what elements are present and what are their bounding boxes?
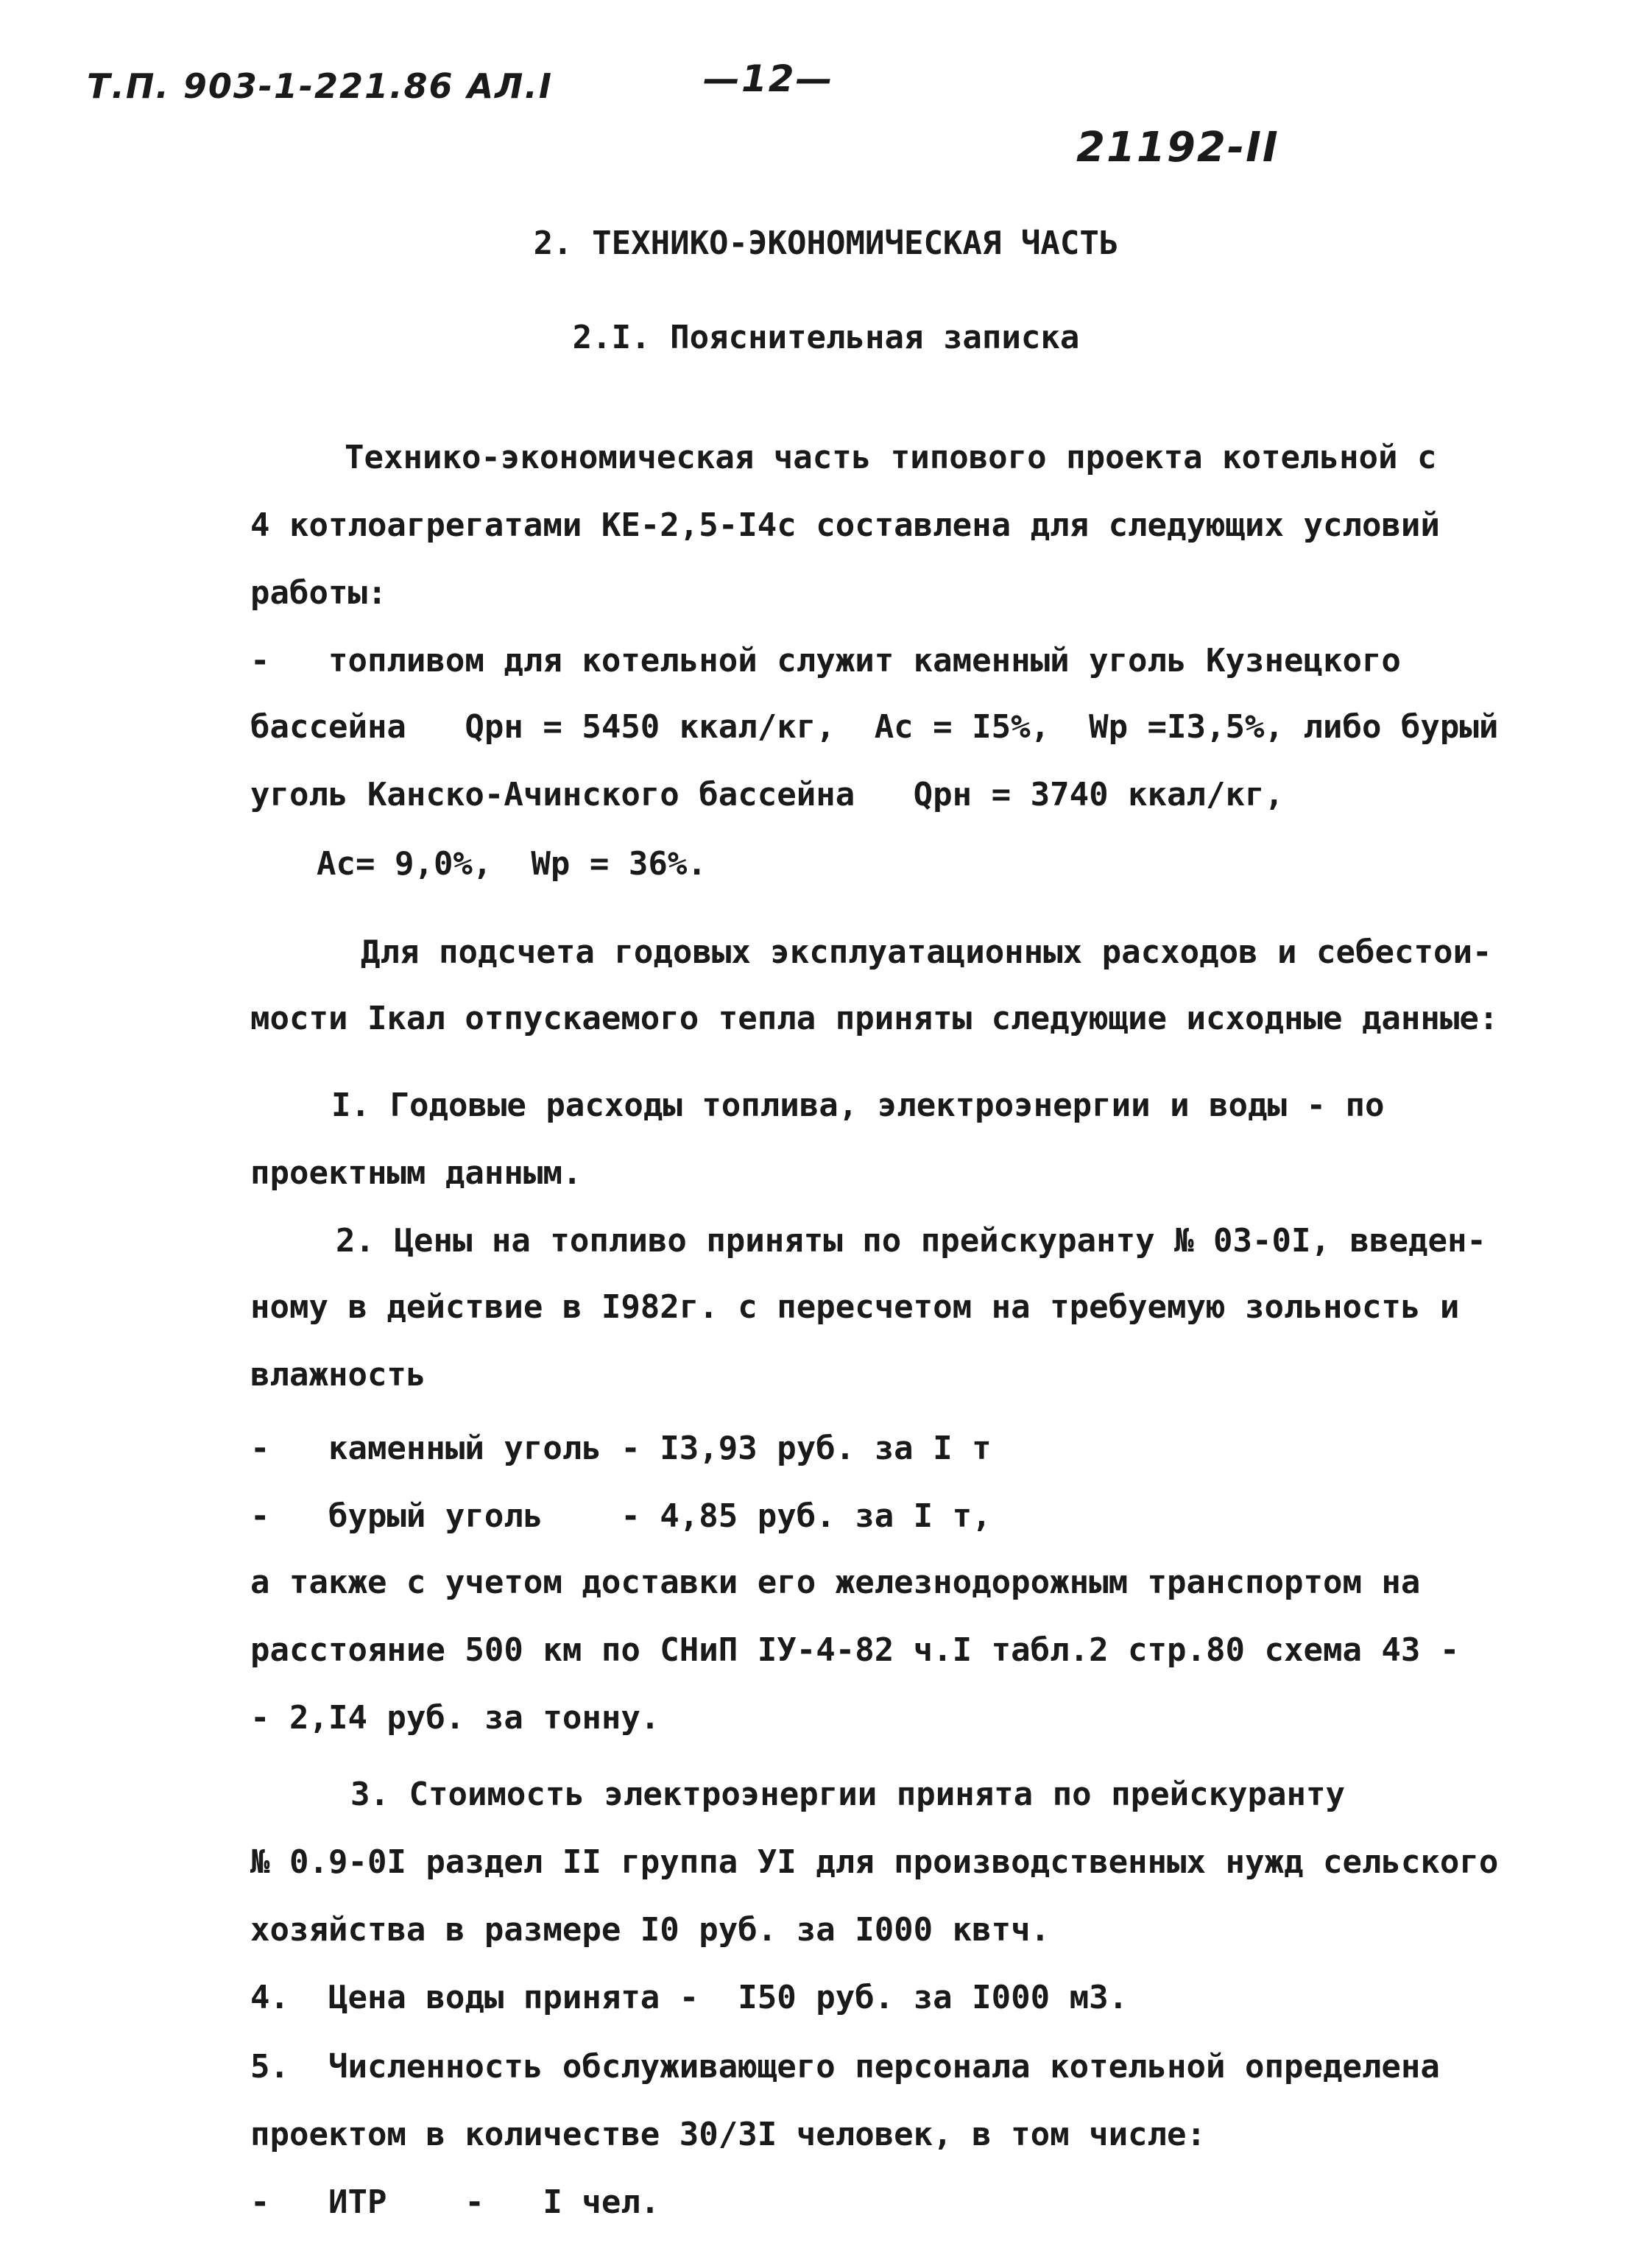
body-line: мости Iкал отпускаемого тепла приняты следующие исходные данные: — [250, 1000, 1499, 1037]
body-line: Для подсчета годовых эксплуатационных расходов и себестои- — [361, 933, 1492, 971]
body-line: работы: — [250, 574, 387, 612]
document-code: Т.П. 903-1-221.86 АЛ.I — [87, 66, 553, 106]
body-line: бассейна Qрн = 5450 ккал/кг, Ас = I5%, Wр =I3,5%, либо бурый — [250, 708, 1499, 746]
body-line: 5. Численность обслуживающего персонала котельной определена — [250, 2048, 1440, 2086]
body-line: а также с учетом доставки его железнодорожным транспортом на — [250, 1564, 1421, 1601]
body-line: хозяйства в размере I0 руб. за I000 квтч. — [250, 1911, 1051, 1949]
body-line: проектным данным. — [250, 1154, 582, 1192]
body-line: 2. Цены на топливо приняты по прейскуранту № 03-0I, введен- — [336, 1222, 1486, 1260]
body-line: № 0.9-0I раздел II группа УI для производственных нужд сельского — [250, 1843, 1499, 1881]
page-number: —12— — [703, 57, 834, 100]
body-line: Ас= 9,0%, Wр = 36%. — [317, 845, 707, 883]
body-line: - 2,I4 руб. за тонну. — [250, 1699, 660, 1737]
body-line: - ИТР - I чел. — [250, 2183, 660, 2221]
body-line: ному в действие в I982г. с пересчетом на требуемую зольность и — [250, 1288, 1460, 1326]
section-title: 2. ТЕХНИКО-ЭКОНОМИЧЕСКАЯ ЧАСТЬ — [533, 225, 1119, 262]
body-line: Технико-экономическая часть типового проекта котельной с — [345, 439, 1437, 476]
body-line: 4. Цена воды принята - I50 руб. за I000 м3. — [250, 1979, 1129, 2016]
body-line: 3. Стоимость электроэнергии принята по прейскуранту — [350, 1776, 1346, 1813]
body-line: влажность — [250, 1356, 426, 1394]
body-line: 4 котлоагрегатами КЕ-2,5-I4с составлена для следующих условий — [250, 506, 1440, 544]
subsection-title: 2.I. Пояснительная записка — [572, 319, 1080, 356]
archive-number: 21192-II — [1076, 124, 1279, 172]
body-line: - каменный уголь - I3,93 руб. за I т — [250, 1430, 992, 1467]
body-line: - топливом для котельной служит каменный уголь Кузнецкого — [250, 642, 1401, 679]
body-line: расстояние 500 км по СНиП IУ-4-82 ч.I табл.2 стр.80 схема 43 - — [250, 1631, 1460, 1669]
body-line: I. Годовые расходы топлива, электроэнергии и воды - по — [331, 1087, 1385, 1124]
body-line: уголь Канско-Ачинского бассейна Qрн = 3740 ккал/кг, — [250, 776, 1284, 813]
body-line: - бурый уголь - 4,85 руб. за I т, — [250, 1497, 992, 1535]
body-line: проектом в количестве 30/3I человек, в том числе: — [250, 2116, 1207, 2153]
